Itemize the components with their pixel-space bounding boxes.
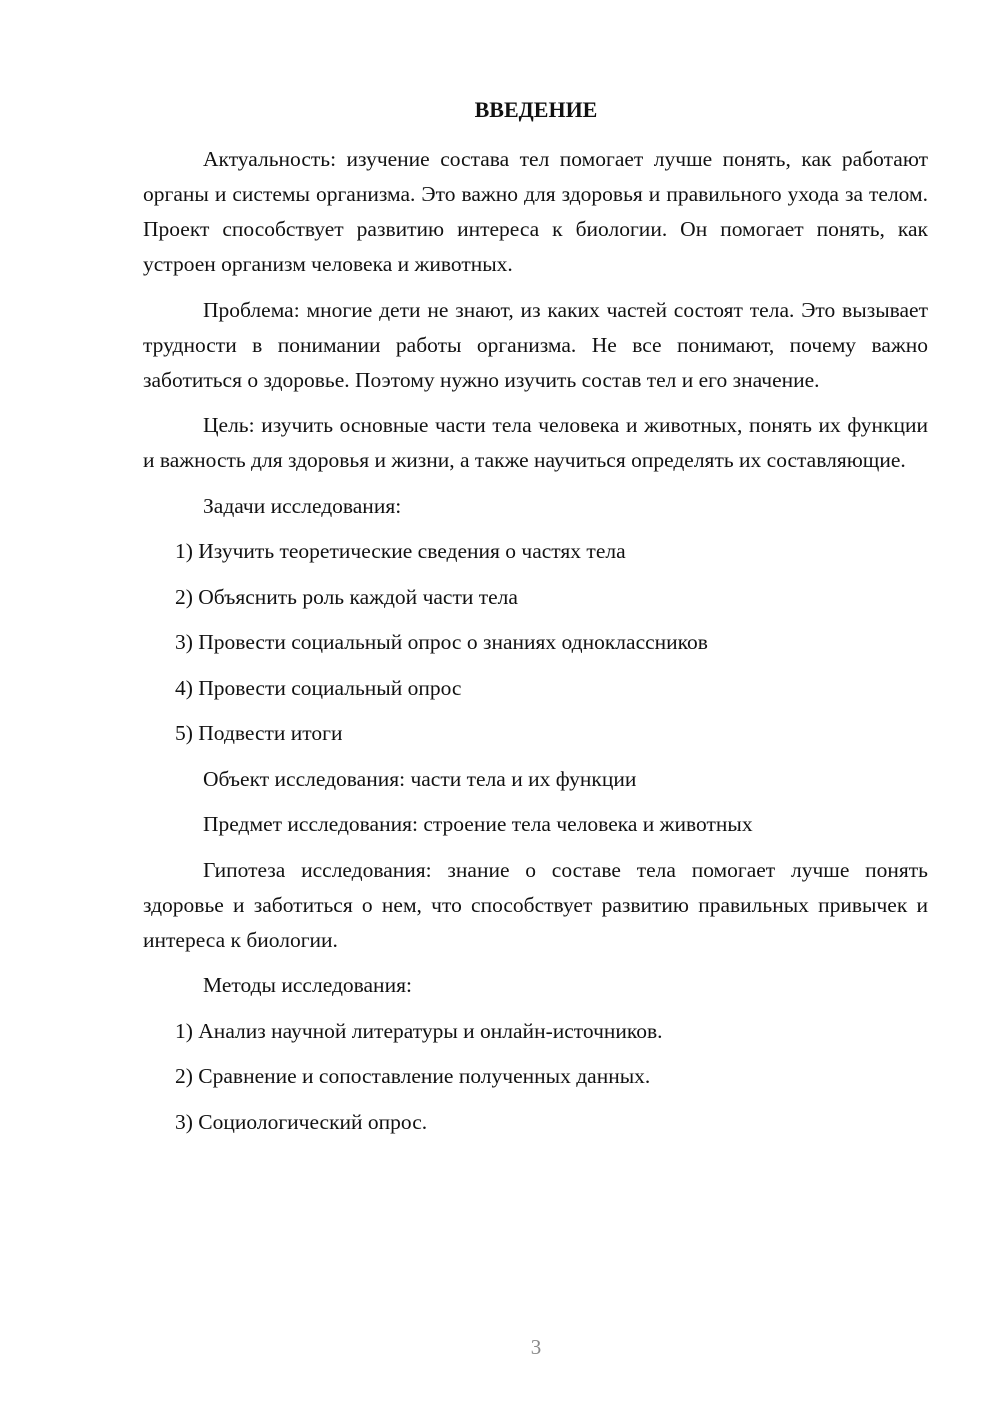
research-object: Объект исследования: части тела и их функции [203, 766, 637, 791]
task-item: 2) Объяснить роль каждой части тела [175, 584, 518, 609]
page-title: ВВЕДЕНИЕ [474, 97, 598, 122]
page-content [143, 142, 928, 1150]
task-item: 5) Подвести итоги [175, 721, 343, 745]
page-number: 3 [530, 1335, 542, 1359]
methods-heading: Методы исследования: [203, 973, 412, 997]
relevance-paragraph: Актуальность: изучение состава тел помогает лучше понять, как работают органы и системы организма. Это важно для здоровья и правильного ухода за телом. Проект способствует развитию интереса к биологии. Он помогает понять, как устроен организм человека и животных. [143, 147, 928, 276]
problem-paragraph: Проблема: многие дети не знают, из каких частей состоят тела. Это вызывает трудности в понимании работы организма. Не все понимают, почему важно заботиться о здоровье. Поэтому нужно изучить состав тел и его значение. [143, 297, 928, 392]
tasks-heading: Задачи исследования: [203, 493, 402, 518]
task-item: 3) Провести социальный опрос о знаниях одноклассников [175, 630, 708, 654]
hypothesis-paragraph: Гипотеза исследования: знание о составе тела помогает лучше понять здоровье и заботиться о нем, что способствует развитию правильных привычек и интереса к биологии. [143, 857, 928, 952]
method-item: 1) Анализ научной литературы и онлайн-источников. [175, 1018, 663, 1043]
method-item: 2) Сравнение и сопоставление полученных данных. [175, 1064, 651, 1088]
method-item: 3) Социологический опрос. [175, 1109, 428, 1134]
goal-paragraph: Цель: изучить основные части тела человека и животных, понять их функции и важность для здоровья и жизни, а также научиться определять их составляющие. [143, 413, 928, 472]
research-subject: Предмет исследования: строение тела человека и животных [203, 812, 753, 836]
task-item: 4) Провести социальный опрос [175, 675, 462, 700]
task-item: 1) Изучить теоретические сведения о частях тела [175, 539, 626, 563]
